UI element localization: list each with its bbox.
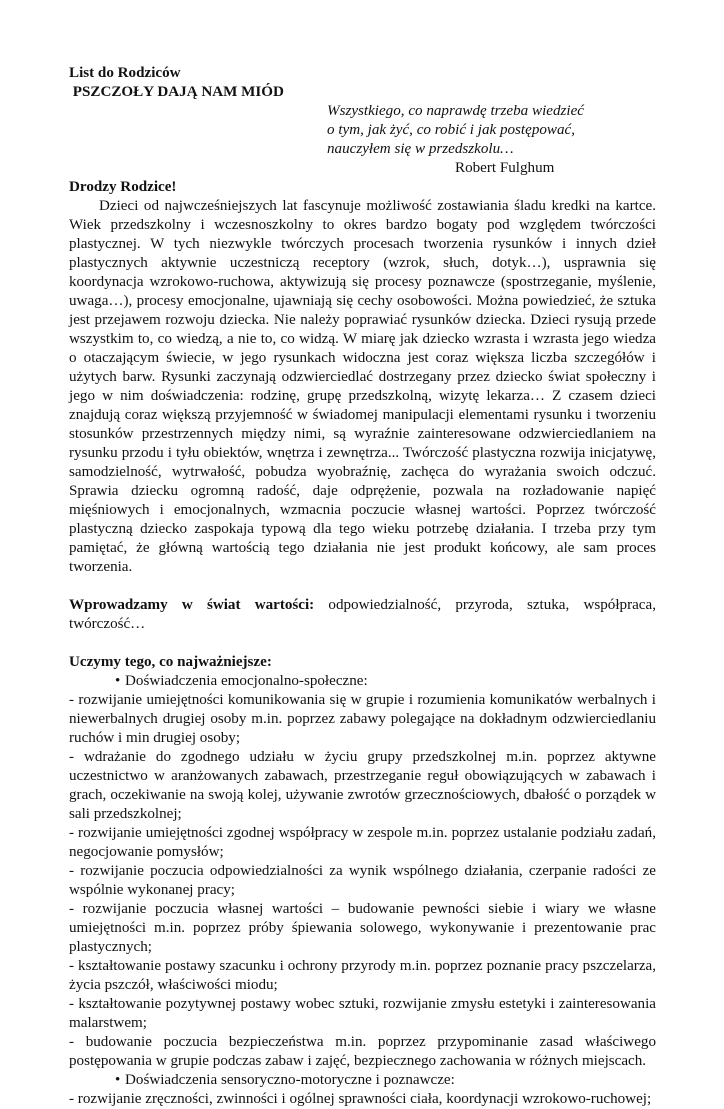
letter-title: List do Rodziców bbox=[69, 65, 181, 81]
section1-item: - rozwijanie umiejętności zgodnej współpracy w zespole m.in. poprzez ustalanie podziału zadań, negocjowanie pomysłów; bbox=[69, 825, 656, 860]
section2-item: - rozwijanie zręczności, zwinności i ogólnej sprawności ciała, koordynacji wzrokowo-ruchowej; bbox=[69, 1091, 652, 1107]
quote-line-2: o tym, jak żyć, co robić i jak postępować, bbox=[327, 122, 576, 138]
section2-title bbox=[69, 1071, 656, 1090]
section1-item: - rozwijanie umiejętności komunikowania się w grupie i rozumienia komunikatów werbalnych i niewerbalnych drugiej osoby m.in. poprzez zabawy polegające na dokładnym odzwierciedlaniu ruchów i min drugiej osoby; bbox=[69, 692, 656, 746]
section1-item: - kształtowanie postawy szacunku i ochrony przyrody m.in. poprzez poznanie pracy pszczelarza, życia pszczół, właściwości miodu; bbox=[69, 958, 656, 993]
letter-body bbox=[69, 197, 660, 1109]
bullet-icon: • bbox=[115, 673, 121, 689]
section2-title-text: Doświadczenia sensoryczno-motoryczne i poznawcze: bbox=[125, 1072, 455, 1088]
values-paragraph bbox=[69, 596, 660, 634]
section1-item: - rozwijanie poczucia odpowiedzialności za wynik wspólnego działania, czerpanie radości ze wspólnie wykonanej pracy; bbox=[69, 863, 656, 898]
intro-paragraph: Dzieci od najwcześniejszych lat fascynuje możliwość zostawiania śladu kredki na kartce. Wiek przedszkolny i wczesnoszkolny to okres bardzo bogaty pod względem twórczości plastycznej. W tych niezwykle twórczych procesach tworzenia rysunków i innych dzieł plastycznych aktywnie uczestniczą receptory (wzrok, słuch, dotyk…), usprawnia się koordynacja wzrokowo-ruchowa, aktywizują się procesy poznawcze (spostrzeganie, myślenie, uwaga…), procesy emocjonalne, ujawniają się cechy osobowości. Można powiedzieć, że sztuka jest przejawem rozwoju dziecka. Nie należy poprawiać rysunków dziecka. Dzieci rysują przede wszystkim to, co wiedzą, a nie to, co widzą. W miarę jak dziecko wzrasta i wzrasta jego wiedza o otaczającym świecie, w jego rysunkach widoczna jest coraz większa liczba szczegółów i użytych barw. Rysunki zaczynają odzwierciedlać dostrzegany przez dziecko świat społeczny i jego w nim doświadczenia: rodzinę, grupę przedszkolną, wizytę lekarza… Z czasem dzieci znajdują coraz większą przyjemność w świadomej manipulacji elementami rysunku i tworzeniu stosunków przestrzennych między nimi, są wyraźnie zainteresowane odzwierciedlaniem na rysunku przodu i tyłu obiektów, wnętrza i zewnętrza... Twórczość plastyczna rozwija inicjatywę, samodzielność, wytrwałość, pobudza wyobraźnię, zachęca do wyrażania swoich odczuć. Sprawia dziecku ogromną radość, daje odprężenie, pozwala na rozładowanie napięć mięśniowych i emocjonalnych, wzmacnia poczucie własnej wartości. Poprzez twórczość plastyczną dziecko zaspokaja typową dla tego wieku potrzebę działania. I trzeba przy tym pamiętać, że główną wartością tego działania nie jest produkt końcowy, ale sam proces tworzenia. bbox=[69, 198, 656, 575]
quote-author: Robert Fulghum bbox=[455, 160, 555, 176]
quote-line-1: Wszystkiego, co naprawdę trzeba wiedzieć bbox=[327, 103, 584, 119]
section1-item: - rozwijanie poczucia własnej wartości – budowanie pewności siebie i wiary we własne umiejętności m.in. poprzez próby śpiewania solowego, wykonywanie i prezentowanie prac plastycznych; bbox=[69, 901, 656, 955]
section1-title-text: Doświadczenia emocjonalno-społeczne: bbox=[125, 673, 368, 689]
greeting: Drodzy Rodzice! bbox=[69, 179, 177, 195]
teach-heading: Uczymy tego, co najważniejsze: bbox=[69, 654, 272, 670]
section1-item: - wdrażanie do zgodnego udziału w życiu grupy przedszkolnej m.in. poprzez aktywne uczestnictwo w aranżowanych zabawach, przestrzeganie reguł obowiązujących w zabawach i grach, oczekiwanie na swoją kolej, używanie zwrotów grzecznościowych, dbałość o porządek w sali przedszkolnej; bbox=[69, 749, 656, 822]
section1-item: - budowanie poczucia bezpieczeństwa m.in. poprzez przypominanie zasad właściwego postępowania w grupie podczas zabaw i zajęć, bezpiecznego zachowania w różnych miejscach. bbox=[69, 1034, 656, 1069]
quote-line-3: nauczyłem się w przedszkolu… bbox=[327, 141, 514, 157]
bullet-icon: • bbox=[115, 1072, 121, 1088]
section1-title bbox=[69, 672, 656, 691]
section1-item: - kształtowanie pozytywnej postawy wobec sztuki, rozwijanie zmysłu estetyki i zainteresowania malarstwem; bbox=[69, 996, 656, 1031]
letter-subtitle: PSZCZOŁY DAJĄ NAM MIÓD bbox=[69, 84, 284, 100]
values-text: odpowiedzialność, przyroda, sztuka, współpraca, twórczość… bbox=[69, 597, 660, 632]
values-label: Wprowadzamy w świat wartości: bbox=[69, 597, 315, 613]
